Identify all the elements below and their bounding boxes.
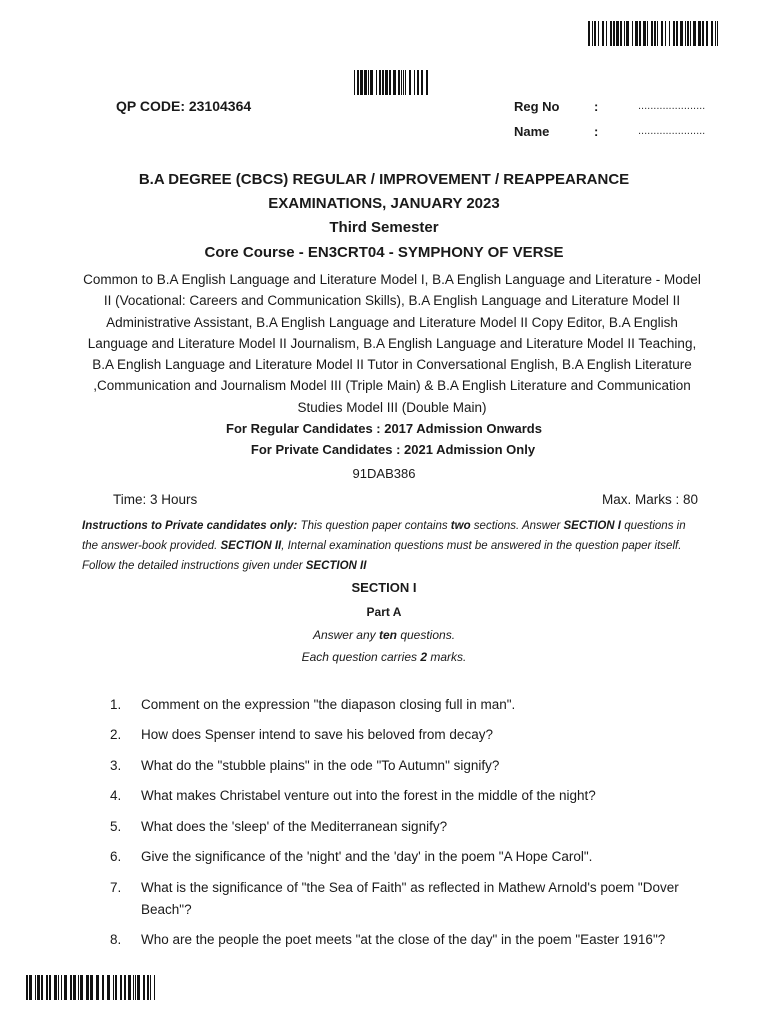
barcode-bottom-left <box>26 975 156 1000</box>
question-text: Who are the people the poet meets "at the close of the day" in the poem "Easter 1916"? <box>141 932 666 947</box>
barcode-stripe <box>113 975 114 1000</box>
barcode-stripe <box>613 21 615 46</box>
question-text: Give the significance of the 'night' and the 'day' in the poem "A Hope Carol". <box>141 849 593 864</box>
barcode-stripe <box>128 975 131 1000</box>
barcode-stripe <box>657 21 658 46</box>
instructions-two: two <box>450 520 471 532</box>
barcode-stripe <box>360 70 363 95</box>
barcode-stripe <box>594 21 596 46</box>
name-blank: ...................... <box>638 125 706 137</box>
barcode-stripe <box>376 70 377 95</box>
instructions-text: questions in the answer-book provided. <box>82 520 686 552</box>
question-text: Comment on the expression "the diapason closing full in man". <box>141 697 516 712</box>
barcode-stripe <box>687 21 689 46</box>
instructions-section-1: SECTION I <box>563 520 622 532</box>
reg-no-label: Reg No <box>514 99 560 114</box>
question-text: How does Spenser intend to save his beloved from decay? <box>141 727 493 742</box>
marks-text: marks. <box>427 650 467 664</box>
barcode-stripe <box>588 21 590 46</box>
question-number: 3. <box>110 758 122 773</box>
barcode-stripe <box>154 975 155 1000</box>
answer-text: questions. <box>396 628 456 642</box>
question-number: 2. <box>110 727 122 742</box>
barcode-stripe <box>29 975 32 1000</box>
barcode-stripe <box>610 21 612 46</box>
barcode-stripe <box>602 21 604 46</box>
instructions-section-2: SECTION II <box>220 540 282 552</box>
question-number: 8. <box>110 932 122 947</box>
barcode-stripe <box>137 975 140 1000</box>
barcode-stripe <box>54 975 57 1000</box>
paper-code: 91DAB386 <box>352 466 416 481</box>
barcode-stripe <box>41 975 43 1000</box>
max-marks: Max. Marks : 80 <box>601 492 698 507</box>
exam-title-line2: EXAMINATIONS, JANUARY 2023 <box>268 195 500 212</box>
part-title: Part A <box>366 605 402 619</box>
barcode-stripe <box>150 975 151 1000</box>
barcode-stripe <box>35 975 36 1000</box>
barcode-stripe <box>620 21 622 46</box>
question-number: 6. <box>110 849 122 864</box>
barcode-stripe <box>409 70 411 95</box>
barcode-stripe <box>676 21 678 46</box>
barcode-stripe <box>635 21 638 46</box>
barcode-stripe <box>647 21 648 46</box>
marks-instruction <box>0 650 768 664</box>
barcode-stripe <box>86 975 89 1000</box>
barcode-stripe <box>624 21 625 46</box>
question-text: What is the significance of "the Sea of Faith" as reflected in Mathew Arnold's poem "Dover Beach"? <box>141 880 679 917</box>
barcode-stripe <box>711 21 713 46</box>
barcode-stripe <box>124 975 126 1000</box>
barcode-stripe <box>64 975 67 1000</box>
question-number: 1. <box>110 697 122 712</box>
barcode-stripe <box>698 21 701 46</box>
question-number: 5. <box>110 819 122 834</box>
barcode-stripe <box>147 975 149 1000</box>
barcode-stripe <box>414 70 415 95</box>
barcode-stripe <box>715 21 716 46</box>
question-number: 7. <box>110 880 122 895</box>
section-title: SECTION I <box>351 580 417 595</box>
marks-text: Each question carries <box>301 650 421 664</box>
barcode-stripe <box>368 70 369 95</box>
common-to-programmes: Common to B.A English Language and Literature Model I, B.A English Language and Literature - Model II (Vocational: Careers and Communication Skills), B.A English Language and Literature Model II Administrative Assistant, B.A English Language and Literature Model II Copy Editor, B.A English Language and Literature Model II Journalism, B.A English Language and Literature Model II Teaching, B.A English Language and Literature Model II Tutor in Conversational English, B.A English Literature ,Communication and Journalism Model III (Triple Main) & B.A English Literature and Communication Studies Model III (Double Main) <box>83 272 701 415</box>
barcode-stripe <box>398 70 400 95</box>
barcode-stripe <box>389 70 391 95</box>
private-instructions <box>82 516 694 576</box>
barcode-stripe <box>690 21 691 46</box>
barcode-stripe <box>426 70 428 95</box>
reg-no-blank: ...................... <box>638 100 706 112</box>
barcode-stripe <box>606 21 607 46</box>
barcode-stripe <box>673 21 675 46</box>
barcode-stripe <box>70 975 72 1000</box>
barcode-stripe <box>90 975 93 1000</box>
question-text: What do the "stubble plains" in the ode "To Autumn" signify? <box>141 758 500 773</box>
instructions-lead: Instructions to Private candidates only: <box>82 520 298 532</box>
reg-no-colon: : <box>594 99 599 114</box>
barcode-stripe <box>403 70 404 95</box>
semester: Third Semester <box>329 219 439 236</box>
barcode-stripe <box>661 21 663 46</box>
barcode-stripe <box>401 70 402 95</box>
barcode-stripe <box>135 975 136 1000</box>
marks-count: 2 <box>420 650 428 664</box>
barcode-stripe <box>702 21 704 46</box>
barcode-stripe <box>685 21 686 46</box>
barcode-stripe <box>385 70 388 95</box>
question-number: 4. <box>110 788 122 803</box>
barcode-stripe <box>37 975 40 1000</box>
barcode-stripe <box>364 70 367 95</box>
barcode-stripe <box>680 21 683 46</box>
answer-count: ten <box>378 628 397 642</box>
barcode-stripe <box>382 70 384 95</box>
barcode-stripe <box>651 21 653 46</box>
barcode-stripe <box>417 70 419 95</box>
barcode-stripe <box>96 975 99 1000</box>
barcode-stripe <box>665 21 666 46</box>
barcode-stripe <box>669 21 670 46</box>
barcode-top-right <box>588 21 718 46</box>
barcode-stripe <box>379 70 381 95</box>
qp-code: QP CODE: 23104364 <box>116 98 252 114</box>
barcode-stripe <box>592 21 593 46</box>
barcode-stripe <box>421 70 423 95</box>
barcode-stripe <box>133 975 134 1000</box>
barcode-stripe <box>73 975 76 1000</box>
barcode-stripe <box>393 70 396 95</box>
barcode-stripe <box>107 975 110 1000</box>
name-label: Name <box>514 124 550 139</box>
barcode-stripe <box>643 21 646 46</box>
instructions-section-2: SECTION II <box>305 560 367 572</box>
barcode-stripe <box>120 975 122 1000</box>
name-colon: : <box>594 124 599 139</box>
barcode-stripe <box>632 21 633 46</box>
barcode-stripe <box>405 70 406 95</box>
barcode-stripe <box>370 70 373 95</box>
barcode-stripe <box>58 975 59 1000</box>
barcode-stripe <box>693 21 696 46</box>
barcode-stripe <box>143 975 145 1000</box>
barcode-stripe <box>26 975 28 1000</box>
barcode-stripe <box>115 975 117 1000</box>
barcode-center <box>354 70 428 95</box>
barcode-stripe <box>61 975 62 1000</box>
barcode-stripe <box>616 21 619 46</box>
barcode-stripe <box>598 21 599 46</box>
regular-candidates: For Regular Candidates : 2017 Admission Onwards <box>226 421 542 436</box>
barcode-stripe <box>46 975 48 1000</box>
barcode-stripe <box>78 975 79 1000</box>
barcode-stripe <box>717 21 718 46</box>
barcode-stripe <box>639 21 641 46</box>
barcode-stripe <box>354 70 355 95</box>
barcode-stripe <box>49 975 51 1000</box>
barcode-stripe <box>357 70 359 95</box>
answer-instruction <box>0 628 768 642</box>
answer-text: Answer any <box>312 628 379 642</box>
time-allowed: Time: 3 Hours <box>113 492 198 507</box>
instructions-text: , Internal examination questions must be answered in the question paper itself. Follow the detailed instructions given under <box>82 540 682 572</box>
barcode-stripe <box>626 21 629 46</box>
instructions-text: This question paper contains <box>297 520 451 532</box>
question-text: What makes Christabel venture out into the forest in the middle of the night? <box>141 788 596 803</box>
barcode-stripe <box>706 21 708 46</box>
exam-title-line1: B.A DEGREE (CBCS) REGULAR / IMPROVEMENT / REAPPEARANCE <box>138 171 630 188</box>
barcode-stripe <box>102 975 104 1000</box>
barcode-stripe <box>80 975 83 1000</box>
course-title: Core Course - EN3CRT04 - SYMPHONY OF VERSE <box>204 244 564 261</box>
private-candidates: For Private Candidates : 2021 Admission Only <box>250 442 536 457</box>
barcode-stripe <box>654 21 656 46</box>
instructions-text: sections. Answer <box>470 520 564 532</box>
exam-title <box>0 168 768 216</box>
question-text: What does the 'sleep' of the Mediterranean signify? <box>141 819 448 834</box>
